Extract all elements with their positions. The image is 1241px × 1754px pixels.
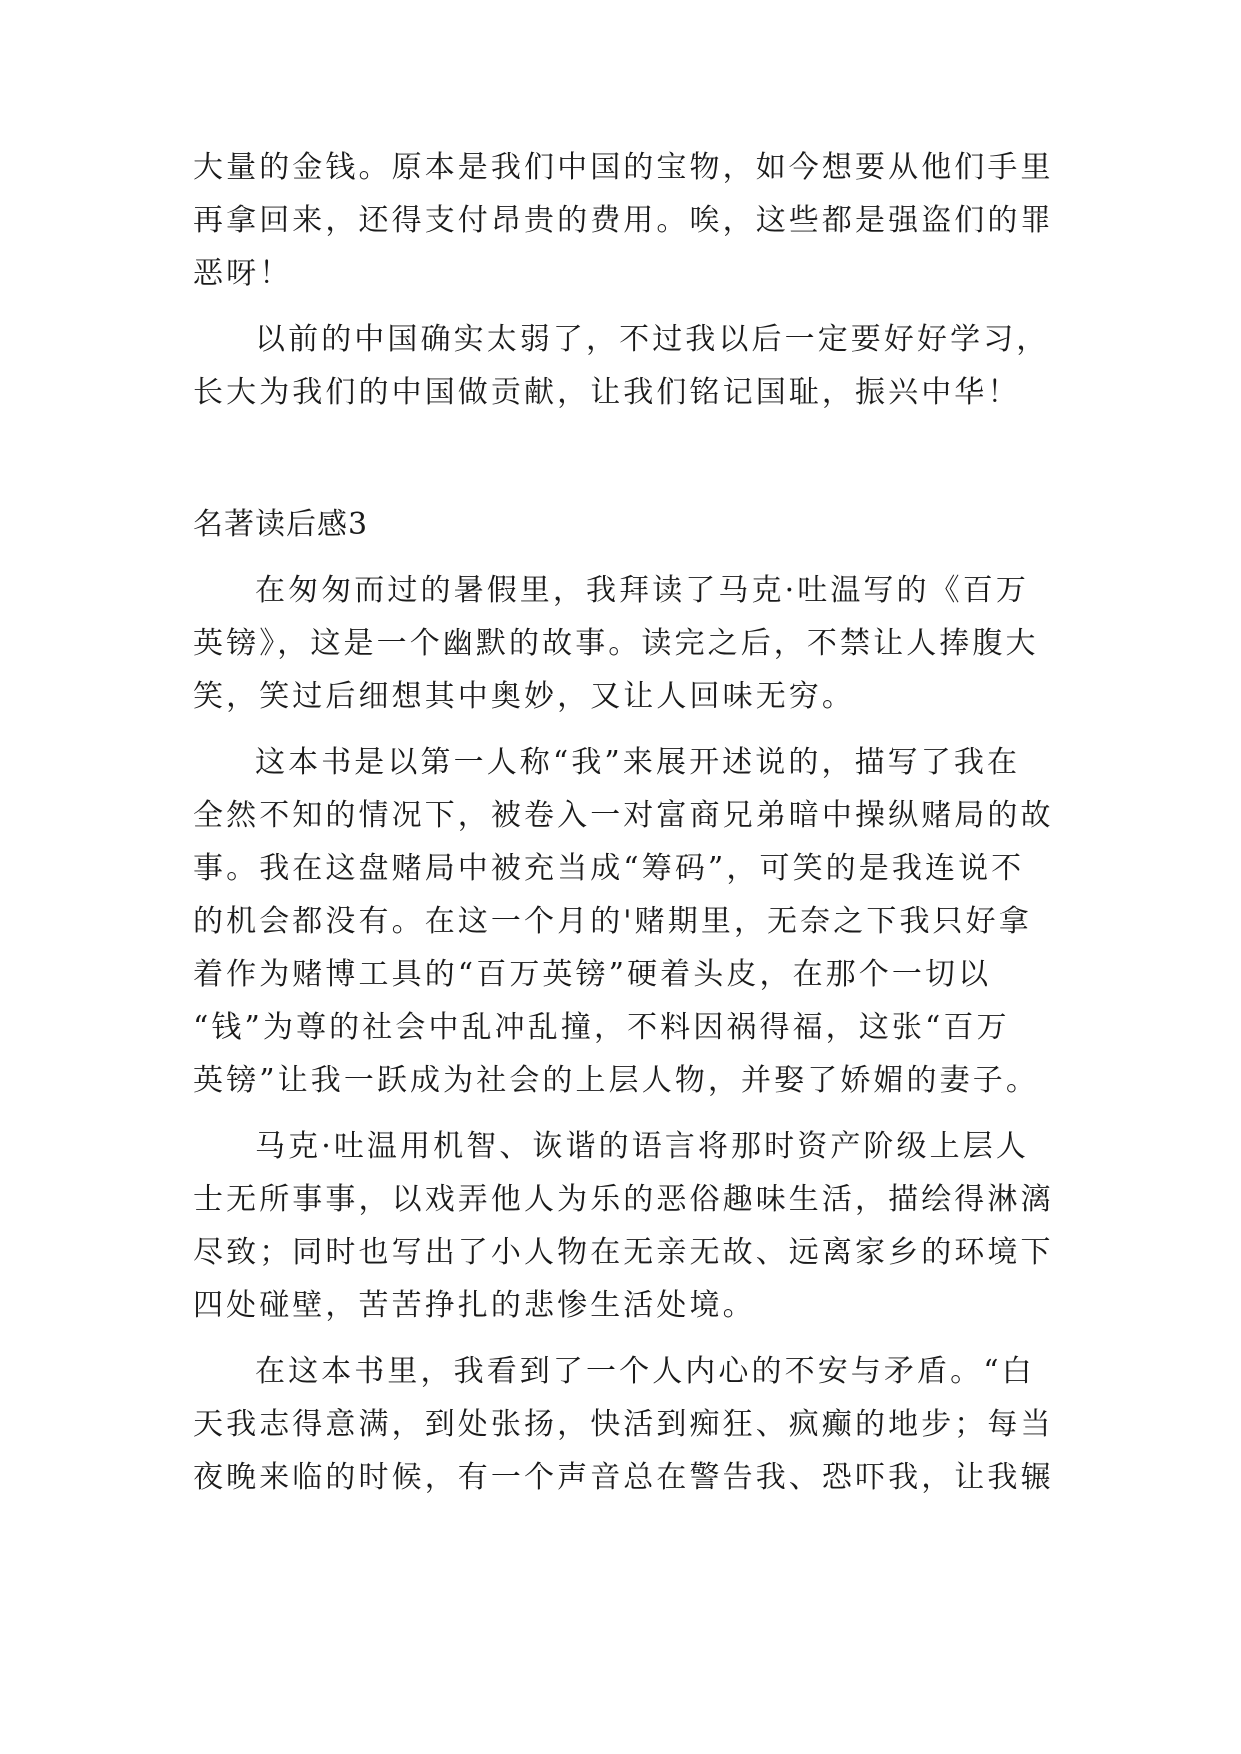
paragraph-line: 夜晚来临的时候，有一个声音总在警告我、恐吓我，让我辗 bbox=[193, 1460, 1054, 1495]
paragraph-line: 长大为我们的中国做贡献，让我们铭记国耻，振兴中华！ bbox=[193, 375, 1021, 410]
paragraph-line: 笑，笑过后细想其中奥妙，又让人回味无穷。 bbox=[193, 679, 855, 714]
paragraph-line: 事。我在这盘赌局中被充当成“筹码”，可笑的是我连说不 bbox=[193, 851, 1025, 886]
paragraph-line: 四处碰壁，苦苦挣扎的悲惨生活处境。 bbox=[193, 1288, 756, 1323]
paragraph-line: 在这本书里，我看到了一个人内心的不安与矛盾。“白 bbox=[255, 1354, 1035, 1389]
paragraph-line: 这本书是以第一人称“我”来展开述说的，描写了我在 bbox=[255, 745, 1021, 780]
paragraph-line: 士无所事事，以戏弄他人为乐的恶俗趣味生活，描绘得淋漓 bbox=[193, 1182, 1054, 1217]
paragraph-line: 以前的中国确实太弱了，不过我以后一定要好好学习， bbox=[255, 322, 1050, 357]
paragraph-line: 天我志得意满，到处张扬，快活到痴狂、疯癫的地步；每当 bbox=[193, 1407, 1054, 1442]
section-heading: 名著读后感3 bbox=[193, 507, 369, 542]
paragraph-line: 全然不知的情况下，被卷入一对富商兄弟暗中操纵赌局的故 bbox=[193, 798, 1054, 833]
paragraph-line: 英镑”让我一跃成为社会的上层人物，并娶了娇媚的妻子。 bbox=[193, 1063, 1039, 1098]
paragraph-line: 的机会都没有。在这一个月的'赌期里，无奈之下我只好拿 bbox=[193, 904, 1032, 939]
paragraph-line: 大量的金钱。原本是我们中国的宝物，如今想要从他们手里 bbox=[193, 150, 1054, 185]
paragraph-line: 马克·吐温用机智、诙谐的语言将那时资产阶级上层人 bbox=[255, 1129, 1029, 1164]
paragraph-line: 尽致；同时也写出了小人物在无亲无故、远离家乡的环境下 bbox=[193, 1235, 1054, 1270]
paragraph-line: 着作为赌博工具的“百万英镑”硬着头皮，在那个一切以 bbox=[193, 957, 992, 992]
paragraph-line: 再拿回来，还得支付昂贵的费用。唉，这些都是强盗们的罪 bbox=[193, 203, 1054, 238]
paragraph-line: “钱”为尊的社会中乱冲乱撞，不料因祸得福，这张“百万 bbox=[193, 1010, 1010, 1045]
paragraph-line: 英镑》，这是一个幽默的故事。读完之后，不禁让人捧腹大 bbox=[193, 626, 1039, 661]
paragraph-line: 在匆匆而过的暑假里，我拜读了马克·吐温写的《百万 bbox=[255, 573, 1029, 608]
paragraph-line: 恶呀！ bbox=[193, 256, 293, 291]
